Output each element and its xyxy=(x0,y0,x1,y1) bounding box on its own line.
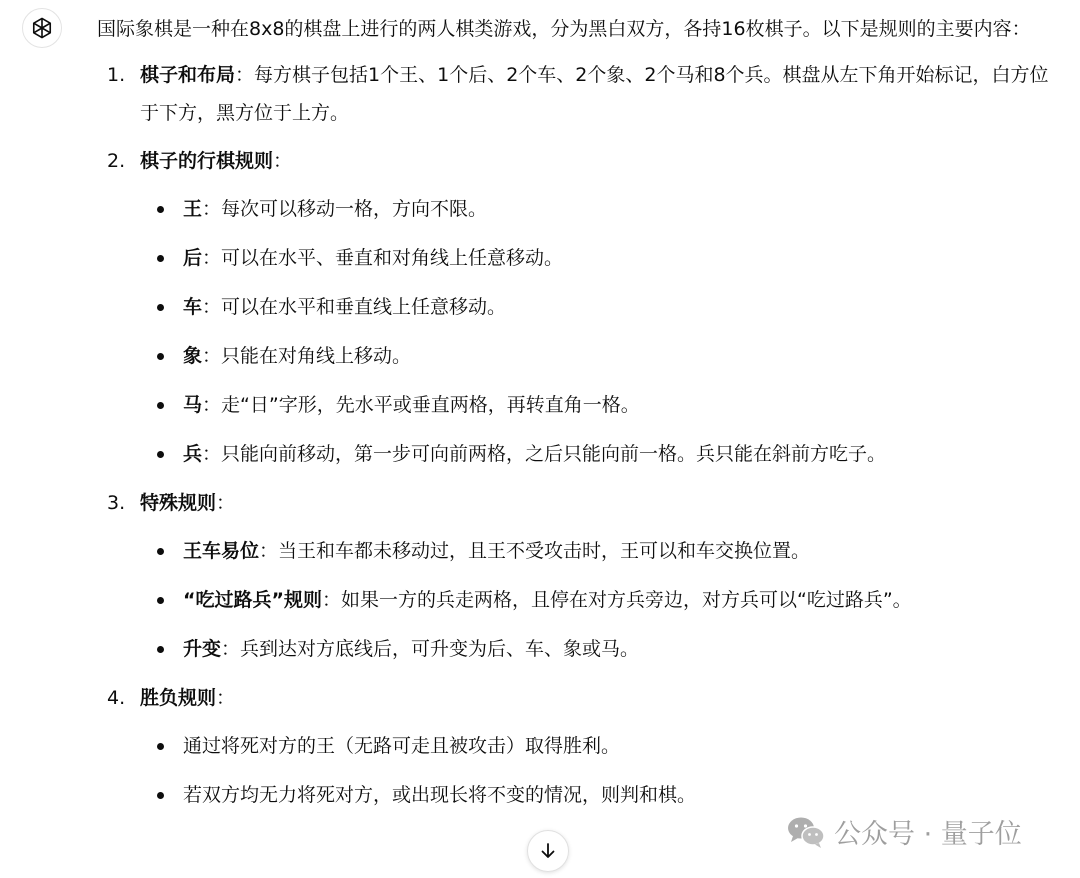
section-title: 特殊规则 xyxy=(140,492,217,514)
assistant-avatar xyxy=(22,8,62,48)
rules-list xyxy=(97,56,1062,814)
item-text: ：走“日”字形，先水平或垂直两格，再转直角一格。 xyxy=(202,394,640,416)
item-text: ：可以在水平、垂直和对角线上任意移动。 xyxy=(202,247,564,269)
scroll-to-bottom-button[interactable] xyxy=(527,830,569,872)
list-item xyxy=(140,581,1062,619)
list-item xyxy=(140,776,1062,814)
bullet-icon xyxy=(157,255,164,262)
watermark xyxy=(786,812,1022,851)
wechat-icon xyxy=(786,815,826,849)
message-intro: 国际象棋是一种在8x8的棋盘上进行的两人棋类游戏，分为黑白双方，各持16枚棋子。以下是规则的主要内容： xyxy=(97,18,1031,40)
item-text: 通过将死对方的王（无路可走且被攻击）取得胜利。 xyxy=(183,735,621,757)
item-text: ：只能在对角线上移动。 xyxy=(202,345,412,367)
bullet-icon xyxy=(157,597,164,604)
arrow-down-icon xyxy=(538,841,558,861)
section-number: 3. xyxy=(107,492,126,514)
item-text: ：当王和车都未移动过，且王不受攻击时，王可以和车交换位置。 xyxy=(259,540,811,562)
item-term: 后 xyxy=(183,247,203,269)
sub-list xyxy=(140,532,1062,668)
bullet-icon xyxy=(157,206,164,213)
list-item xyxy=(140,337,1062,375)
rule-section xyxy=(97,484,1062,668)
bullet-icon xyxy=(157,792,164,799)
section-number: 4. xyxy=(107,687,126,709)
sub-list xyxy=(140,727,1062,814)
rule-section xyxy=(97,142,1062,473)
bullet-icon xyxy=(157,548,164,555)
item-term: “吃过路兵”规则 xyxy=(183,589,322,611)
item-term: 升变 xyxy=(183,638,222,660)
item-text: ：可以在水平和垂直线上任意移动。 xyxy=(202,296,507,318)
item-text: ：兵到达对方底线后，可升变为后、车、象或马。 xyxy=(221,638,640,660)
assistant-message xyxy=(97,10,1062,825)
sub-list xyxy=(140,190,1062,473)
openai-logo-icon xyxy=(29,15,55,41)
section-number: 2. xyxy=(107,150,126,172)
item-term: 王车易位 xyxy=(183,540,260,562)
list-item xyxy=(140,288,1062,326)
bullet-icon xyxy=(157,353,164,360)
item-term: 象 xyxy=(183,345,203,367)
section-text: ：每方棋子包括1个王、1个后、2个车、2个象、2个马和8个兵。棋盘从左下角开始标记，白方位于下方，黑方位于上方。 xyxy=(140,64,1049,124)
section-title: 棋子和布局 xyxy=(140,64,236,86)
list-item xyxy=(140,727,1062,765)
item-text: 若双方均无力将死对方，或出现长将不变的情况，则判和棋。 xyxy=(183,784,697,806)
item-term: 车 xyxy=(183,296,203,318)
bullet-icon xyxy=(157,743,164,750)
watermark-text: 公众号 · 量子位 xyxy=(834,819,1022,850)
list-item xyxy=(140,239,1062,277)
list-item xyxy=(140,435,1062,473)
item-text: ：如果一方的兵走两格，且停在对方兵旁边，对方兵可以“吃过路兵”。 xyxy=(321,589,912,611)
item-text: ：只能向前移动，第一步可向前两格，之后只能向前一格。兵只能在斜前方吃子。 xyxy=(202,443,887,465)
bullet-icon xyxy=(157,304,164,311)
list-item xyxy=(140,630,1062,668)
item-term: 王 xyxy=(183,198,203,220)
section-title: 胜负规则 xyxy=(140,687,217,709)
bullet-icon xyxy=(157,451,164,458)
item-term: 马 xyxy=(183,394,203,416)
list-item xyxy=(140,386,1062,424)
bullet-icon xyxy=(157,402,164,409)
item-term: 兵 xyxy=(183,443,203,465)
section-text: ： xyxy=(216,687,236,709)
section-number: 1. xyxy=(107,64,126,86)
section-text: ： xyxy=(273,150,293,172)
section-title: 棋子的行棋规则 xyxy=(140,150,274,172)
rule-section xyxy=(97,679,1062,814)
list-item xyxy=(140,190,1062,228)
bullet-icon xyxy=(157,646,164,653)
rule-section xyxy=(97,56,1062,132)
list-item xyxy=(140,532,1062,570)
section-text: ： xyxy=(216,492,236,514)
item-text: ：每次可以移动一格，方向不限。 xyxy=(202,198,488,220)
